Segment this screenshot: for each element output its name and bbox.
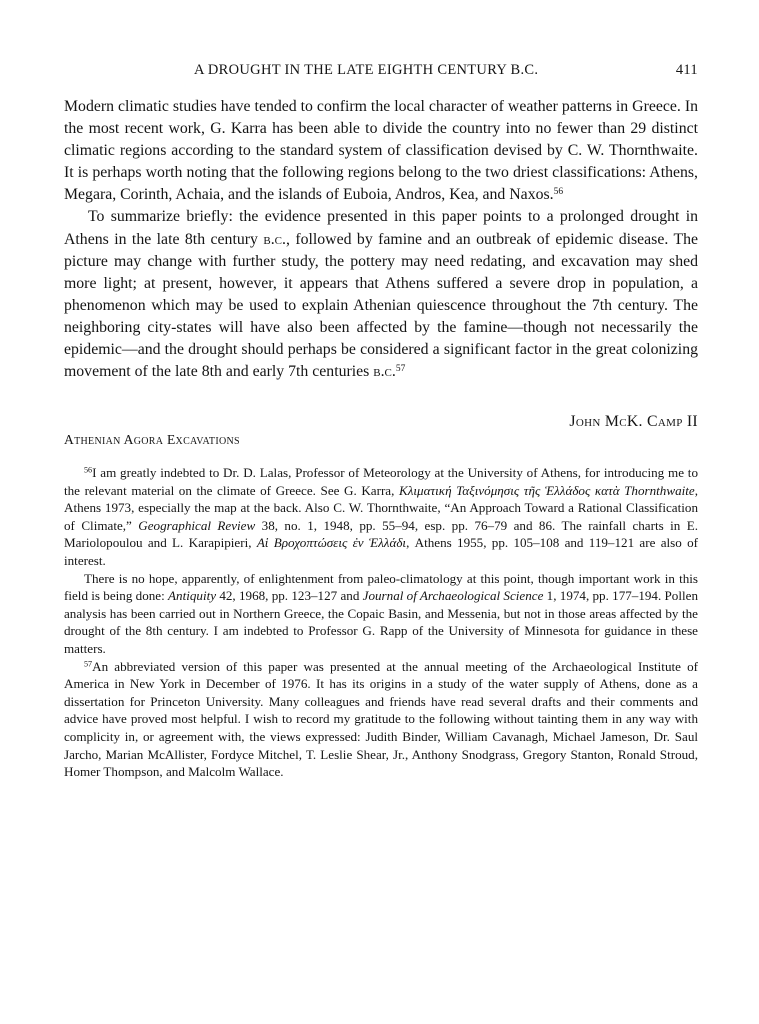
footnote-number: 57: [84, 659, 93, 669]
paragraph-climate-text: Modern climatic studies have tended to confirm the local character of weather patterns in Greece. In the most recent work, G. Karra has been able to divide the country into no fewer than 29 distinct climatic regions according to the standard system of classification devised by C. W. Thornthwaite. It is perhaps worth noting that the following regions belong to the two driest classifications: Athens, Megara, Corinth, Achaia, and the islands of Euboia, Andros, Kea, and Naxos.: [64, 98, 698, 204]
note-ref-56[interactable]: 56: [553, 187, 564, 198]
footnote-56-continued: [64, 570, 698, 658]
summary-text-a: To summarize briefly: the evidence presented in this paper points to a prolonged drought in Athens in the late 8th century: [64, 208, 698, 248]
running-head-title: A DROUGHT IN THE LATE EIGHTH CENTURY B.C.: [194, 62, 539, 78]
footnote-text: I am greatly indebted to Dr. D. Lalas, Professor of Meteorology at the University of Athens, for introducing me to the relevant material on the climate of Greece. See G. Karra,: [64, 465, 698, 498]
summary-text-b: , followed by famine and an outbreak of epidemic disease. The picture may change with further study, the pottery may need redating, and excavation may shed more light; at present, however, it appears that Athens suffered a severe drop in population, a phenomenon which may be used to explain Athenian quiescence throughout the 7th century. The neighboring city-states will have also been affected by the famine—though not necessarily the epidemic—and the drought should perhaps be considered a significant factor in the great colonizing movement of the late 8th and early 7th centuries: [64, 230, 698, 381]
footnote-text: , Athens 1955, pp. 105–108 and 119–121 are also of interest.: [64, 535, 698, 568]
footnote-text: 42, 1968, pp. 123–127 and: [216, 588, 363, 604]
journal-title: Antiquity: [168, 588, 217, 604]
footnote-text: An abbreviated version of this paper was presented at the annual meeting of the Archaeological Institute of America in New York in December of 1976. It has its origins in a study of the water supply of Athens, done as a dissertation for Princeton University. Many colleagues and friends have read several drafts and their comments and advice have proved most helpful. I wish to record my gratitude to the following without tainting them in any way with complicity in, or agreement with, the views expressed: Judith Binder, William Cavanagh, Michael Jameson, Dr. Saul Jarcho, Marian McAllister, Fordyce Mitchel, T. Leslie Shear, Jr., Anthony Snodgrass, Gregory Stanton, Ronald Stroud, Homer Thompson, and Malcolm Wallace.: [64, 658, 698, 780]
author-affiliation: Athenian Agora Excavations: [64, 432, 240, 447]
footnote-text: 38, no. 1, 1948, pp. 55–94, esp. pp. 76–79 and 86. The rainfall charts in E. Mariolopoulou and L. Karapipieri,: [64, 517, 698, 551]
journal-title: Geographical Review: [138, 517, 256, 533]
footnote-56: [64, 464, 698, 570]
footnote-number: 56: [84, 465, 93, 475]
journal-title: Journal of Archaeological Science: [362, 588, 544, 604]
footnotes: [64, 464, 698, 781]
note-ref-57[interactable]: 57: [395, 363, 406, 374]
footnote-text: 1, 1974, pp. 177–194. Pollen analysis has been carried out in Northern Greece, the Copaic Basin, and Messenia, but not in those areas affected by the drought of the 8th century. I am indebted to Professor G. Rapp of the University of Minnesota for guidance in these matters.: [64, 588, 698, 656]
bc-abbrev: b.c.: [373, 363, 396, 381]
running-head: [62, 62, 698, 82]
footnote-text: There is no hope, apparently, of enlightenment from paleo-climatology at this point, though important work in this field is being done:: [64, 570, 698, 604]
paragraph-summary: [64, 206, 698, 383]
body-text: [64, 96, 698, 383]
footnote-57: [64, 658, 698, 781]
author-name: John McK. Camp II: [569, 413, 698, 430]
page-number: 411: [675, 62, 698, 78]
greek-book-title: Αἱ Βροχοπτώσεις ἐν Ἑλλάδι: [256, 535, 407, 551]
paragraph-climate: [64, 96, 698, 206]
footnote-text: , Athens 1973, especially the map at the back. Also C. W. Thornthwaite, “An Approach Toward a Rational Classification of Climate,”: [64, 482, 698, 533]
greek-book-title: Κλιματική Ταξινόμησις τῆς Ἑλλάδος κατὰ Thornthwaite: [398, 482, 695, 498]
bc-abbrev: b.c.: [263, 230, 286, 248]
